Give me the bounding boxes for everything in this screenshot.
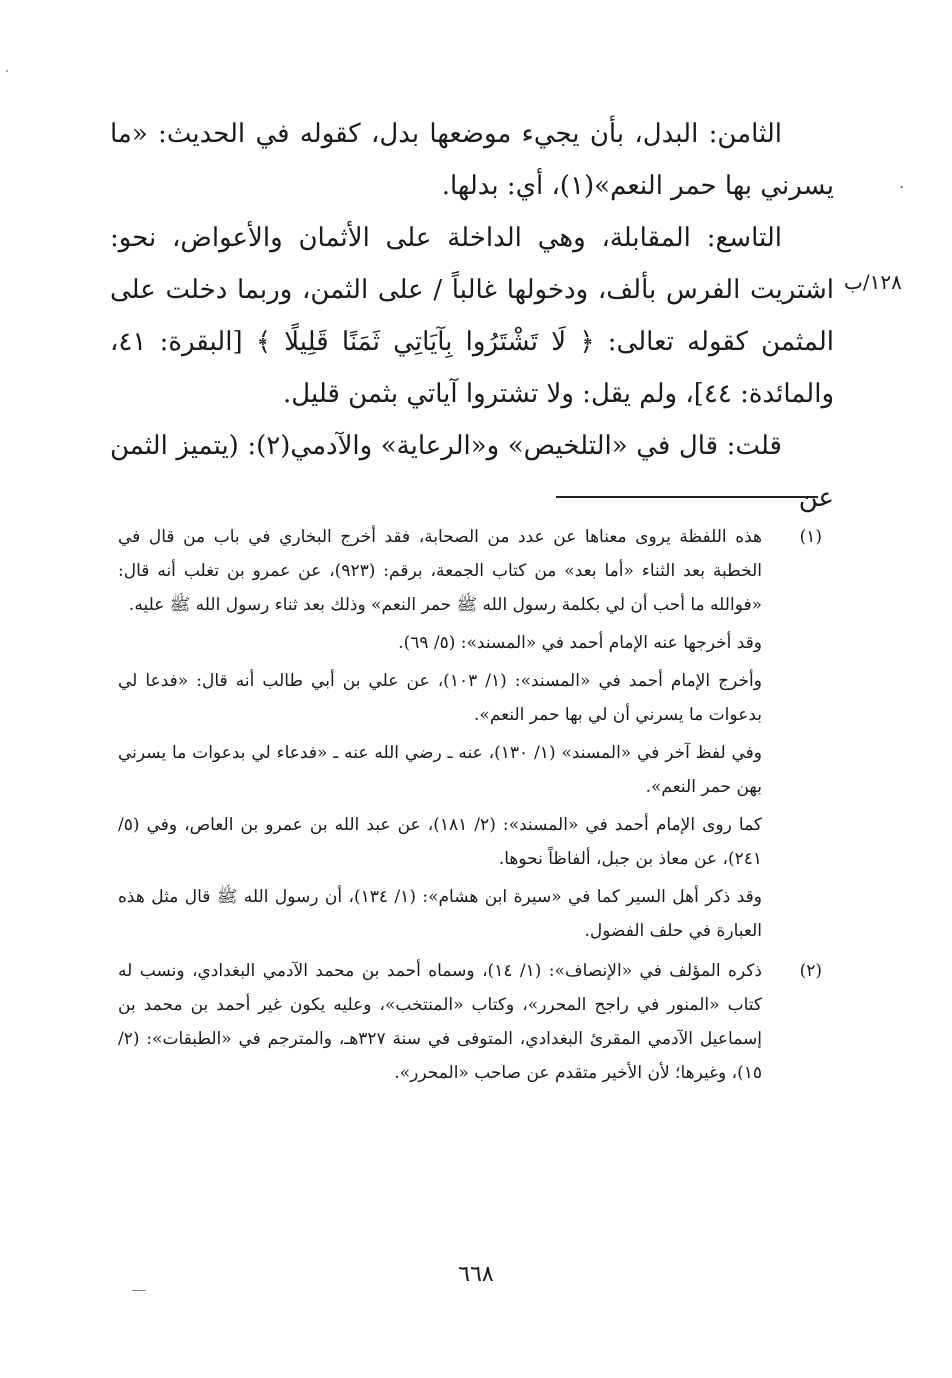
main-text — [110, 108, 834, 524]
paragraph-qultu: قلت: قال في «التلخيص» و«الرعاية» والآدمي(٢): (يتميز الثمن عن — [110, 431, 834, 513]
footnote-paragraph: وفي لفظ آخر في «المسند» (١/ ١٣٠)، عنه ـ رضي الله عنه ـ «فدعاء لي بدعوات ما يسرني بهن حمر النعم». — [118, 743, 762, 797]
footnote-paragraph: ذكره المؤلف في «الإنصاف»: (١/ ١٤)، وسماه أحمد بن محمد الآدمي البغدادي، ونسب له كتاب «المنور في راجح المحرر»، وكتاب «المنتخب»، وعليه يكون غير أحمد بن محمد بن إسماعيل الآدمي المقرئ البغدادي، المتوفى في سنة ٣٢٧هـ، والمترجم في «الطبقات»: (٢/ ١٥)، وغيرها؛ لأن الأخير متقدم عن صاحب «المحرر». — [118, 961, 762, 1083]
paragraph-ninth: التاسع: المقابلة، وهي الداخلة على الأثمان والأعواض، نحو: اشتريت الفرس بألف، ودخولها غالباً / على الثمن، وربما دخلت على المثمن كقوله تعالى: ﴿ لَا تَشْتَرُوا بِآيَاتِي ثَمَنًا قَلِيلًا ﴾ [البقرة: ٤١، والمائدة: ٤٤]، ولم يقل: ولا تشتروا آياتي بثمن قليل. — [110, 223, 834, 409]
footnote-number: (١) — [799, 527, 822, 547]
paragraph-eighth: الثامن: البدل، بأن يجيء موضعها بدل، كقوله في الحديث: «ما يسرني بها حمر النعم»(١)، أي: بدلها. — [110, 119, 834, 201]
footnote-paragraph: وأخرج الإمام أحمد في «المسند»: (١/ ١٠٣)، عن علي بن أبي طالب أنه قال: «فدعا لي بدعوات ما يسرني أن لي بها حمر النعم». — [118, 671, 762, 725]
footnote-number: (٢) — [799, 961, 822, 981]
footnotes — [118, 520, 822, 1096]
footnote-separator — [556, 496, 818, 498]
footnote-2 — [118, 954, 822, 1090]
scan-speck — [900, 186, 903, 188]
footnote-paragraph: وقد أخرجها عنه الإمام أحمد في «المسند»: (٥/ ٦٩). — [398, 633, 762, 653]
scan-speck — [132, 1290, 146, 1291]
page-number: ٦٦٨ — [458, 1262, 494, 1287]
scan-speck — [6, 70, 8, 72]
footnote-paragraph: كما روى الإمام أحمد في «المسند»: (٢/ ١٨١)، عن عبد الله بن عمرو بن العاص، وفي (٥/ ٢٤١)، عن معاذ بن جبل، ألفاظاً نحوها. — [118, 815, 762, 869]
manuscript-folio-marker: ١٢٨/ب — [844, 270, 902, 294]
footnote-paragraph: وقد ذكر أهل السير كما في «سيرة ابن هشام»: (١/ ١٣٤)، أن رسول الله ﷺ قال مثل هذه العبارة في حلف الفضول. — [118, 887, 762, 941]
footnote-1 — [118, 520, 822, 948]
footnote-paragraph: هذه اللفظة يروى معناها عن عدد من الصحابة، فقد أخرج البخاري في باب من قال في الخطبة بعد الثناء «أما بعد» من كتاب الجمعة، برقم: (٩٢٣)، عن عمرو بن تغلب أنه قال: «فوالله ما أحب أن لي بكلمة رسول الله ﷺ حمر النعم» وذلك بعد ثناء رسول الله ﷺ عليه. — [118, 527, 762, 615]
